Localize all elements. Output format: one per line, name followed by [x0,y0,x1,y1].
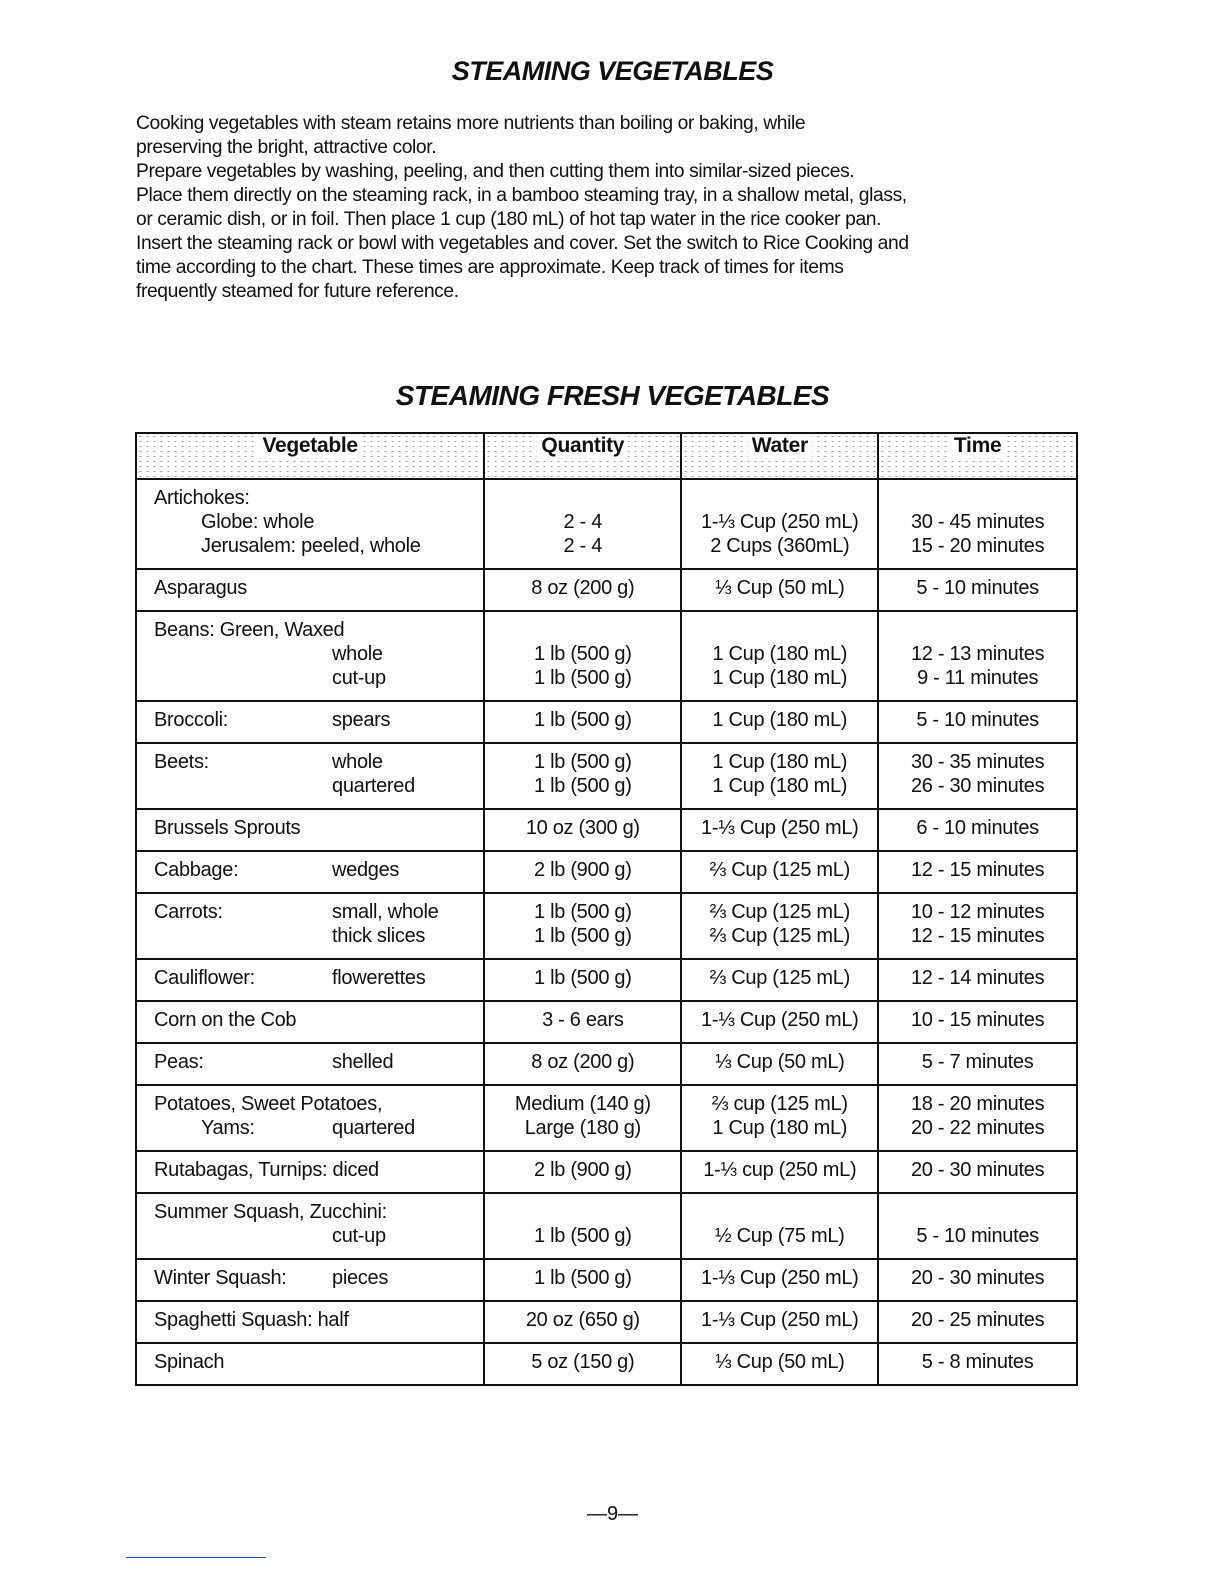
time-cell [878,569,1077,611]
table-row [136,1259,1077,1301]
vegetable-cell [136,701,484,743]
page-title: STEAMING VEGETABLES [451,56,774,86]
time-value: 12 - 15 minutes [910,925,1045,947]
water-cell [681,1001,878,1043]
table-row [136,1301,1077,1343]
table-row [136,1343,1077,1385]
time-value: 30 - 35 minutes [910,751,1045,773]
vegetable-line [154,1200,483,1224]
time-cell [878,743,1077,809]
vegetable-cell [136,893,484,959]
time-cell [878,1301,1077,1343]
vegetable-cell [136,611,484,701]
vegetable-cell [136,569,484,611]
vegetable-name: Beets: [154,751,209,773]
water-cell [681,743,878,809]
quantity-value: 3 - 6 ears [542,1009,624,1031]
quantity-value: 2 - 4 [563,511,603,533]
quantity-cell [484,1193,681,1259]
vegetable-line [154,1266,483,1290]
water-value: 1 Cup (180 mL) [712,1117,848,1139]
vegetable-line [154,1116,483,1140]
water-value: 1 Cup (180 mL) [712,709,848,731]
time-value [879,618,1076,642]
vegetable-name: Rutabagas, Turnips: diced [154,1159,379,1181]
water-cell [681,1259,878,1301]
vegetable-cell [136,1193,484,1259]
vegetable-prep: quartered [332,1117,415,1139]
intro-line: or ceramic dish, or in foil. Then place 1 cup (180 mL) of hot tap water in the rice cooker pan. [136,209,882,230]
vegetable-cell [136,1001,484,1043]
water-value: 1-⅓ Cup (250 mL) [701,1009,859,1031]
time-value: 10 - 15 minutes [910,1009,1045,1031]
quantity-value: 1 lb (500 g) [534,709,632,731]
time-value [879,1200,1076,1224]
vegetable-prep: whole [332,643,383,665]
steaming-chart-table [135,432,1078,1386]
water-cell [681,851,878,893]
vegetable-line [154,1050,483,1074]
vegetable-name: Winter Squash: [154,1267,287,1289]
water-value [682,1200,877,1224]
water-cell [681,611,878,701]
quantity-value: 10 oz (300 g) [525,817,640,839]
vegetable-name: Corn on the Cob [154,1009,297,1031]
quantity-cell [484,479,681,569]
quantity-cell [484,1151,681,1193]
quantity-cell [484,1085,681,1151]
water-cell [681,701,878,743]
vegetable-prep: pieces [332,1267,389,1289]
intro-text [136,112,1096,304]
vegetable-line [154,510,483,534]
vegetable-name: Jerusalem: peeled, whole [201,535,421,557]
table-row [136,1043,1077,1085]
table-row [136,743,1077,809]
time-cell [878,611,1077,701]
water-cell [681,569,878,611]
vegetable-cell [136,959,484,1001]
quantity-value: 1 lb (500 g) [534,1225,632,1247]
table-header-row [136,433,1077,479]
water-value: 1-⅓ Cup (250 mL) [701,511,859,533]
vegetable-line [154,750,483,774]
quantity-value: 5 oz (150 g) [531,1351,635,1373]
vegetable-cell [136,479,484,569]
time-cell [878,701,1077,743]
time-value: 15 - 20 minutes [910,535,1045,557]
vegetable-name: Potatoes, Sweet Potatoes, [154,1093,383,1115]
time-cell [878,479,1077,569]
time-value: 18 - 20 minutes [910,1093,1045,1115]
water-value [682,618,877,642]
vegetable-line [154,858,483,882]
header-time: Time [878,433,1077,479]
time-value: 12 - 13 minutes [910,643,1045,665]
vegetable-name: Cabbage: [154,859,239,881]
footer-rule [126,1557,266,1558]
table-row [136,611,1077,701]
water-cell [681,1343,878,1385]
vegetable-name: Summer Squash, Zucchini: [154,1201,387,1223]
water-value: 1 Cup (180 mL) [712,751,848,773]
vegetable-cell [136,1085,484,1151]
table-row [136,959,1077,1001]
quantity-value: 8 oz (200 g) [531,1051,635,1073]
water-cell [681,959,878,1001]
quantity-value: 1 lb (500 g) [534,643,632,665]
vegetable-name: Cauliflower: [154,967,255,989]
quantity-cell [484,1259,681,1301]
vegetable-prep: cut-up [332,667,386,689]
table-row [136,701,1077,743]
time-value: 9 - 11 minutes [917,667,1039,689]
table-row [136,1085,1077,1151]
vegetable-name: Broccoli: [154,709,228,731]
table-row [136,479,1077,569]
vegetable-line [154,816,483,840]
time-value: 5 - 8 minutes [921,1351,1034,1373]
vegetable-cell [136,851,484,893]
vegetable-line [154,1008,483,1032]
vegetable-prep: quartered [332,775,415,797]
time-value: 5 - 10 minutes [916,709,1039,731]
vegetable-line [154,666,483,690]
table-row [136,1151,1077,1193]
time-value: 5 - 10 minutes [916,577,1039,599]
vegetable-name: Brussels Sprouts [154,817,301,839]
time-value: 12 - 15 minutes [910,859,1045,881]
time-value: 10 - 12 minutes [910,901,1045,923]
quantity-value: 1 lb (500 g) [534,751,632,773]
vegetable-prep: small, whole [332,901,439,923]
vegetable-line [154,900,483,924]
quantity-value: 1 lb (500 g) [534,967,632,989]
water-value: 1 Cup (180 mL) [712,775,848,797]
water-value: 1 Cup (180 mL) [712,643,848,665]
water-cell [681,1085,878,1151]
time-value: 20 - 22 minutes [910,1117,1045,1139]
vegetable-name: Asparagus [154,577,247,599]
quantity-cell [484,851,681,893]
water-value: ⅔ Cup (125 mL) [709,925,850,947]
quantity-value: 1 lb (500 g) [534,901,632,923]
water-value: ⅔ Cup (125 mL) [709,967,850,989]
quantity-cell [484,959,681,1001]
time-cell [878,809,1077,851]
intro-line: frequently steamed for future reference. [136,281,459,302]
time-value: 20 - 30 minutes [910,1159,1045,1181]
time-value: 30 - 45 minutes [910,511,1045,533]
water-value: 1-⅓ cup (250 mL) [703,1159,857,1181]
vegetable-name: Spinach [154,1351,225,1373]
vegetable-name: Artichokes: [154,487,250,509]
vegetable-line [154,618,483,642]
quantity-value: Large (180 g) [524,1117,641,1139]
table-row [136,569,1077,611]
quantity-cell [484,611,681,701]
quantity-value: 1 lb (500 g) [534,925,632,947]
quantity-value: 2 lb (900 g) [534,1159,632,1181]
quantity-value [485,1200,680,1224]
table-row [136,851,1077,893]
water-value: ⅓ Cup (50 mL) [715,577,845,599]
water-value: ⅔ Cup (125 mL) [709,859,850,881]
quantity-cell [484,1001,681,1043]
intro-line: preserving the bright, attractive color. [136,137,437,158]
vegetable-cell [136,809,484,851]
quantity-value: Medium (140 g) [514,1093,651,1115]
water-cell [681,1301,878,1343]
intro-line: Insert the steaming rack or bowl with vegetables and cover. Set the switch to Rice Cooking and [136,233,909,254]
quantity-value: 1 lb (500 g) [534,1267,632,1289]
vegetable-prep: thick slices [332,925,426,947]
vegetable-cell [136,1151,484,1193]
vegetable-line [154,642,483,666]
vegetable-prep: whole [332,751,383,773]
time-value: 12 - 14 minutes [910,967,1045,989]
quantity-value: 1 lb (500 g) [534,775,632,797]
quantity-value: 8 oz (200 g) [531,577,635,599]
quantity-value: 2 - 4 [563,535,603,557]
quantity-cell [484,1301,681,1343]
vegetable-cell [136,1301,484,1343]
header-vegetable: Vegetable [136,433,484,479]
table-row [136,809,1077,851]
time-cell [878,1001,1077,1043]
vegetable-prep: wedges [332,859,400,881]
quantity-cell [484,569,681,611]
time-cell [878,1043,1077,1085]
quantity-value: 1 lb (500 g) [534,667,632,689]
intro-line: Prepare vegetables by washing, peeling, and then cutting them into similar-sized pieces. [136,161,855,182]
vegetable-name: Spaghetti Squash: half [154,1309,349,1331]
table-row [136,1193,1077,1259]
vegetable-name: Peas: [154,1051,204,1073]
intro-line: Cooking vegetables with steam retains more nutrients than boiling or baking, while [136,113,806,134]
water-value: 1-⅓ Cup (250 mL) [701,1267,859,1289]
quantity-value: 20 oz (650 g) [525,1309,640,1331]
time-cell [878,1259,1077,1301]
time-cell [878,1151,1077,1193]
vegetable-name: Carrots: [154,901,223,923]
intro-line: time according to the chart. These times are approximate. Keep track of times for items [136,257,844,278]
time-cell [878,1343,1077,1385]
vegetable-prep: shelled [332,1051,394,1073]
vegetable-prep: flowerettes [332,967,426,989]
vegetable-name: Yams: [201,1117,255,1139]
vegetable-cell [136,1043,484,1085]
vegetable-line [154,1308,483,1332]
water-value: ⅓ Cup (50 mL) [715,1051,845,1073]
time-value: 26 - 30 minutes [910,775,1045,797]
water-value: ⅔ cup (125 mL) [711,1093,848,1115]
table-title: STEAMING FRESH VEGETABLES [395,380,830,411]
table-row [136,893,1077,959]
quantity-cell [484,809,681,851]
quantity-value [485,618,680,642]
vegetable-line [154,774,483,798]
intro-line: Place them directly on the steaming rack, in a bamboo steaming tray, in a shallow metal, glass, [136,185,907,206]
vegetable-line [154,486,483,510]
water-value: ⅓ Cup (50 mL) [715,1351,845,1373]
quantity-cell [484,743,681,809]
vegetable-name: Globe: whole [201,511,315,533]
time-value [879,486,1076,510]
header-quantity: Quantity [484,433,681,479]
water-value [682,486,877,510]
water-cell [681,1151,878,1193]
vegetable-prep: cut-up [332,1225,386,1247]
vegetable-line [154,1350,483,1374]
time-cell [878,959,1077,1001]
vegetable-line [154,1224,483,1248]
water-cell [681,893,878,959]
vegetable-line [154,708,483,732]
water-value: 2 Cups (360mL) [710,535,850,557]
vegetable-cell [136,1259,484,1301]
vegetable-cell [136,1343,484,1385]
vegetable-cell [136,743,484,809]
quantity-value [485,486,680,510]
vegetable-name: Beans: Green, Waxed [154,619,345,641]
time-value: 5 - 10 minutes [916,1225,1039,1247]
quantity-cell [484,1043,681,1085]
vegetable-line [154,576,483,600]
time-value: 6 - 10 minutes [916,817,1039,839]
table-row [136,1001,1077,1043]
time-cell [878,1193,1077,1259]
vegetable-line [154,924,483,948]
water-value: 1-⅓ Cup (250 mL) [701,1309,859,1331]
header-water: Water [681,433,878,479]
vegetable-line [154,1092,483,1116]
time-cell [878,1085,1077,1151]
water-cell [681,809,878,851]
quantity-cell [484,701,681,743]
water-value: 1-⅓ Cup (250 mL) [701,817,859,839]
time-cell [878,851,1077,893]
time-value: 20 - 30 minutes [910,1267,1045,1289]
vegetable-line [154,1158,483,1182]
water-cell [681,479,878,569]
water-cell [681,1193,878,1259]
water-value: ⅔ Cup (125 mL) [709,901,850,923]
time-value: 20 - 25 minutes [910,1309,1045,1331]
vegetable-line [154,966,483,990]
time-cell [878,893,1077,959]
quantity-cell [484,1343,681,1385]
water-value: ½ Cup (75 mL) [715,1225,845,1247]
vegetable-prep: spears [332,709,391,731]
page-number: —9— [586,1503,639,1525]
quantity-value: 2 lb (900 g) [534,859,632,881]
water-value: 1 Cup (180 mL) [712,667,848,689]
water-cell [681,1043,878,1085]
quantity-cell [484,893,681,959]
time-value: 5 - 7 minutes [921,1051,1034,1073]
vegetable-line [154,534,483,558]
